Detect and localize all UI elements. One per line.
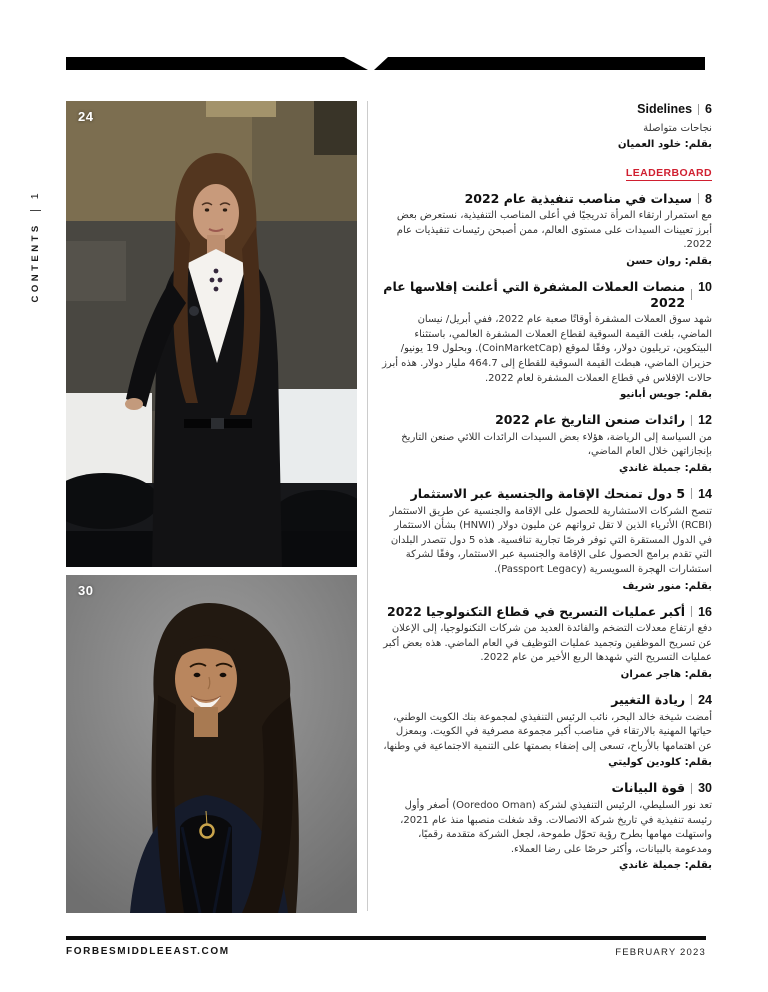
entry-summary: دفع ارتفاع معدلات التضخم والفائدة العديد من شركات التكنولوجيا، إلى الإعلان عن تسريح الموظفين وتجميد عمليات التوظيف في العام الماضي. هذه بعض أكبر عمليات التسريح التي شهدها الربع الأخير من عام 2022. bbox=[383, 623, 712, 664]
entry-page-number: 30 bbox=[698, 781, 712, 796]
sidelines-title: Sidelines bbox=[637, 102, 693, 116]
sidelines-heading bbox=[380, 102, 712, 118]
rail-contents-label: CONTENTS bbox=[29, 222, 41, 303]
studio-portrait-illustration bbox=[66, 575, 357, 913]
entry-page-number: 14 bbox=[698, 487, 712, 502]
entry-page-number: 12 bbox=[698, 413, 712, 428]
entry-summary: من السياسة إلى الرياضة، هؤلاء بعض السيدات الرائدات اللائي صنعن التاريخ بإنجازاتهن خلال العام الماضي، bbox=[401, 431, 712, 458]
entry-title: سيدات في مناصب تنفيذية عام 2022 bbox=[464, 190, 693, 206]
entry-byline: بقلم: منور شريف bbox=[622, 580, 712, 592]
entry-byline: بقلم: كلودين كوليتي bbox=[608, 757, 712, 769]
entry-title: ريادة التغيير bbox=[611, 692, 686, 708]
entry-title: 5 دول تمنحك الإقامة والجنسية عبر الاستثمار bbox=[410, 486, 686, 502]
sidelines-byline: بقلم: خلود العميان bbox=[617, 138, 712, 150]
entry-summary: أمضت شيخة خالد البحر، نائب الرئيس التنفيذي لمجموعة بنك الكويت الوطني، حياتها المهنية بالارتقاء في مناصب أكبر مجموعة مصرفية في الكويت. وبمعزل عن اهتمامها بالأرباح، تسعى إلى إضفاء بصمتها على التنمية الاجتماعية في وطنها، bbox=[383, 711, 712, 752]
entry-heading bbox=[380, 692, 712, 708]
heading-divider bbox=[691, 783, 692, 794]
toc-entry bbox=[380, 780, 712, 873]
entry-title: أكبر عمليات التسريح في قطاع التكنولوجيا 2022 bbox=[387, 603, 686, 619]
entry-summary: مع استمرار ارتقاء المرأة تدريجيًا في أعلى المناصب التنفيذية، نستعرض بعض أبرز تعيينات السيدات على مستوى العالم، ممن أصبحن رئيسات تنفيذيات عام 2022. bbox=[396, 210, 712, 251]
entry-title: رائدات صنعن التاريخ عام 2022 bbox=[495, 412, 686, 428]
entry-summary: شهد سوق العملات المشفرة أوقاتًا صعبة عام 2022، ففي أبريل/ نيسان الماضي، بلغت القيمة السوقية لقطاع العملات المشفرة العالمي، باستثناء البيتكوين، تريليون دولار، وفقًا لموقع (CoinMarketCap). وبحلول 19 يونيو/ حزيران الماضي، هبطت القيمة السوقية للقطاع إلى 464.7 مليار دولار. هذه أبرز حالات الإفلاس في قطاع العملات المشفرة لعام 2022. bbox=[382, 314, 712, 384]
entry-page-number: 8 bbox=[705, 191, 712, 206]
photo-page-24 bbox=[66, 101, 357, 567]
entry-byline: بقلم: جميلة غاندي bbox=[619, 463, 712, 475]
entry-summary: تعد نور السليطي، الرئيس التنفيذي لشركة (Ooredoo Oman) أصغر وأول رئيسة تنفيذية في تاريخ شركة الاتصالات. وقد شغلت منصبها منذ عام 2021، واستهلت مهامها بطرح رؤية تحوّل طموحة، لجعل الشركة متقدمة رقميًا، ومدعومة بالبيانات، وأكثر حرصًا على رضا العملاء. bbox=[400, 800, 712, 855]
entry-heading bbox=[380, 604, 712, 620]
entry-byline: بقلم: هاجر عمران bbox=[620, 669, 712, 681]
heading-divider bbox=[691, 289, 692, 300]
rail-divider bbox=[30, 210, 41, 211]
entry-summary: تنصح الشركات الاستشارية للحصول على الإقامة والجنسية عن طريق الاستثمار (RCBI) الأثرياء الذين لا تقل ثرواتهم عن مليون دولار (HNWI) بشأن الاستثمار في الدول المستقرة التي توفر فرصًا تجارية تنافسية. هذه 5 دول تتصدر البلدان التي تقدم برامج الحصول على الإقامة والجنسية عبر الاستثمار، وفقًا لشركة استشارات الهجرة السويسرية (Passport Legacy). bbox=[389, 505, 712, 576]
entry-heading bbox=[380, 780, 712, 796]
entry-byline: بقلم: جويس أبانيو bbox=[620, 389, 712, 401]
entry-heading bbox=[380, 412, 712, 428]
entry-byline: بقلم: جميلة غاندي bbox=[619, 860, 712, 872]
toc-entry bbox=[380, 692, 712, 770]
masthead-bar-right bbox=[374, 57, 705, 70]
masthead-bar-left bbox=[66, 57, 368, 70]
toc-entry bbox=[380, 486, 712, 594]
entry-heading bbox=[380, 279, 712, 310]
entry-heading bbox=[380, 486, 712, 502]
heading-divider bbox=[691, 606, 692, 617]
boardroom-portrait-illustration bbox=[66, 101, 357, 567]
rail-page-number: 1 bbox=[29, 193, 41, 200]
entry-page-number: 24 bbox=[698, 693, 712, 708]
footer-website: FORBESMIDDLEEAST.COM bbox=[66, 946, 230, 957]
photo-page-30 bbox=[66, 575, 357, 913]
entry-page-number: 16 bbox=[698, 604, 712, 619]
toc-entry bbox=[380, 191, 712, 269]
entry-title: قوة البيانات bbox=[611, 780, 686, 796]
heading-divider bbox=[691, 415, 692, 426]
sidelines-page-number: 6 bbox=[705, 102, 712, 116]
section-label-wrap bbox=[380, 161, 712, 181]
footer-issue-date: FEBRUARY 2023 bbox=[615, 947, 706, 958]
photo-page-number-label: 24 bbox=[78, 109, 94, 124]
heading-divider bbox=[698, 193, 699, 204]
toc-entry bbox=[380, 279, 712, 402]
footer-rule bbox=[66, 936, 706, 940]
leaderboard-section-label: LEADERBOARD bbox=[625, 166, 712, 179]
photo-page-number-label: 30 bbox=[78, 583, 94, 598]
side-rail bbox=[27, 163, 43, 333]
heading-divider bbox=[691, 694, 692, 705]
toc-entry bbox=[380, 604, 712, 682]
column-divider-line bbox=[367, 101, 368, 911]
entry-title: منصات العملات المشفرة التي أعلنت إفلاسها عام 2022 bbox=[383, 279, 686, 310]
entry-page-number: 10 bbox=[698, 280, 712, 295]
entry-heading bbox=[380, 191, 712, 207]
heading-divider bbox=[698, 104, 699, 115]
heading-divider bbox=[691, 488, 692, 499]
toc-entry bbox=[380, 412, 712, 476]
toc-column bbox=[380, 102, 712, 934]
entry-byline: بقلم: روان حسن bbox=[626, 256, 712, 268]
sidelines-subtitle: نجاحات متواصلة bbox=[643, 122, 712, 134]
